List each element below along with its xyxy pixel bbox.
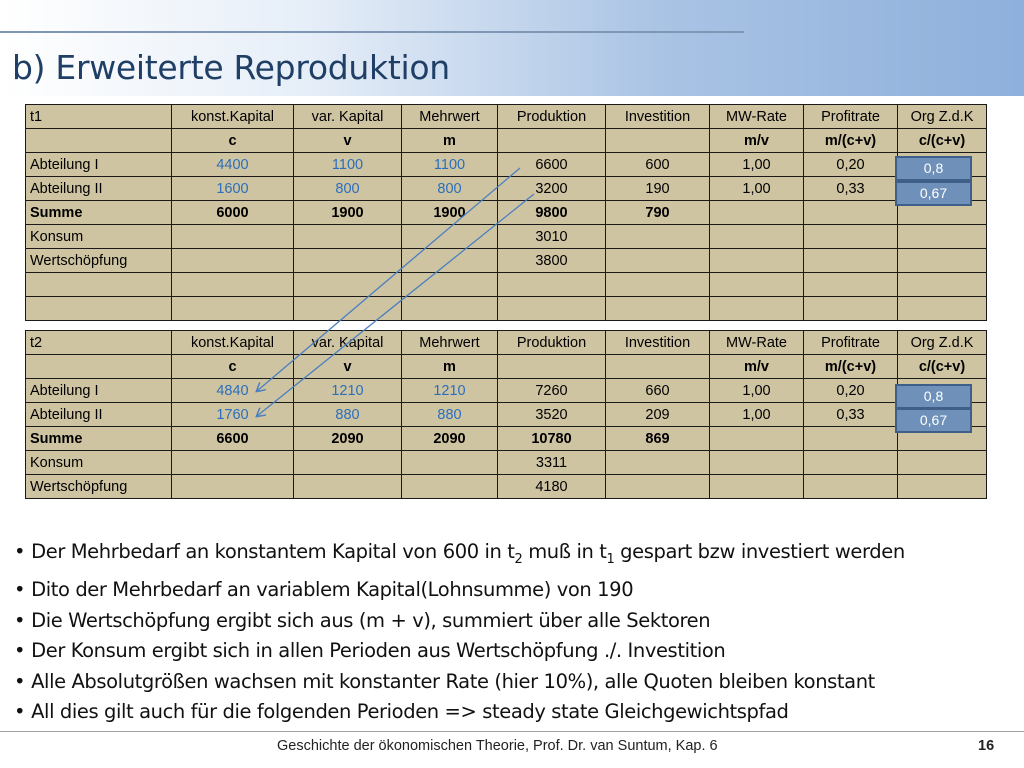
footer-text: Geschichte der ökonomischen Theorie, Prof. Dr. van Suntum, Kap. 6 [277, 738, 718, 754]
table-cell: 800 [294, 177, 402, 201]
table-cell: Abteilung I [26, 379, 172, 403]
table-cell: 600 [606, 153, 710, 177]
table-cell: Mehrwert [402, 331, 498, 355]
table-cell: t1 [26, 105, 172, 129]
table-cell: Abteilung II [26, 403, 172, 427]
table-cell: 1100 [294, 153, 402, 177]
table-cell: var. Kapital [294, 105, 402, 129]
slide-title: b) Erweiterte Reproduktion [12, 48, 450, 87]
bullet-text: Der Konsum ergibt sich in allen Perioden aus Wertschöpfung ./. Investition [31, 639, 726, 663]
table-cell: c [172, 355, 294, 379]
bullet-item [14, 575, 905, 606]
table-cell: 3311 [498, 451, 606, 475]
table-cell: Wertschöpfung [26, 475, 172, 499]
subscript: 2 [514, 551, 523, 567]
table-cell: 6600 [498, 153, 606, 177]
table-cell: 1,00 [710, 153, 804, 177]
org-ratio-box: 0,67 [895, 181, 972, 206]
bullet-text: Alle Absolutgrößen wachsen mit konstanter Rate (hier 10%), alle Quoten bleiben konstant [31, 669, 875, 693]
footer-rule [0, 731, 1024, 732]
table-cell: Abteilung II [26, 177, 172, 201]
bullet-text: Die Wertschöpfung ergibt sich aus (m + v), summiert über alle Sektoren [31, 608, 711, 632]
table-cell: 6000 [172, 201, 294, 225]
table-cell: 1100 [402, 153, 498, 177]
table-cell: 4180 [498, 475, 606, 499]
table-cell: m/(c+v) [804, 129, 898, 153]
table-cell: 7260 [498, 379, 606, 403]
table-cell: 660 [606, 379, 710, 403]
table-cell: 4840 [172, 379, 294, 403]
bullet-list [14, 537, 905, 728]
table-cell: 869 [606, 427, 710, 451]
table-cell: 1210 [294, 379, 402, 403]
bullet-text: gespart bzw investiert werden [614, 540, 905, 563]
bullet-text: Dito der Mehrbedarf an variablem Kapital(Lohnsumme) von 190 [31, 578, 634, 602]
table-cell: 1600 [172, 177, 294, 201]
bullet-item [14, 537, 905, 575]
bullet-item [14, 697, 905, 728]
table-cell: Produktion [498, 331, 606, 355]
arrow-investment-190 [257, 194, 534, 416]
table-cell: 1900 [402, 201, 498, 225]
table-cell: 880 [402, 403, 498, 427]
table-cell: 790 [606, 201, 710, 225]
table-cell: Konsum [26, 451, 172, 475]
table-cell: 3010 [498, 225, 606, 249]
table-cell: 209 [606, 403, 710, 427]
table-cell: Profitrate [804, 331, 898, 355]
table-cell: Wertschöpfung [26, 249, 172, 273]
org-ratio-box: 0,67 [895, 408, 972, 433]
table-cell: 6600 [172, 427, 294, 451]
org-ratio-box: 0,8 [895, 156, 972, 181]
org-ratio-box: 0,8 [895, 384, 972, 409]
table-cell: 0,33 [804, 177, 898, 201]
bullet-text: muß in t [522, 540, 607, 563]
table-cell: konst.Kapital [172, 105, 294, 129]
table-cell: konst.Kapital [172, 331, 294, 355]
table-cell: 1210 [402, 379, 498, 403]
table-cell: 0,20 [804, 379, 898, 403]
table-cell: 3200 [498, 177, 606, 201]
table-cell: 0,33 [804, 403, 898, 427]
table-cell: var. Kapital [294, 331, 402, 355]
table-cell: v [294, 355, 402, 379]
table-cell: 0,20 [804, 153, 898, 177]
table-cell: 2090 [294, 427, 402, 451]
table-cell: c/(c+v) [898, 129, 987, 153]
table-cell: v [294, 129, 402, 153]
table-cell: Org Z.d.K [898, 331, 987, 355]
table-cell: Mehrwert [402, 105, 498, 129]
table-cell: 2090 [402, 427, 498, 451]
table-cell: m [402, 355, 498, 379]
table-cell: MW-Rate [710, 331, 804, 355]
page-number: 16 [978, 738, 995, 754]
table-cell: m/(c+v) [804, 355, 898, 379]
bullet-item [14, 667, 905, 698]
table-cell: Investition [606, 105, 710, 129]
bullet-item [14, 636, 905, 667]
table-cell: 800 [402, 177, 498, 201]
table-cell: Investition [606, 331, 710, 355]
table-cell: MW-Rate [710, 105, 804, 129]
table-cell: Summe [26, 201, 172, 225]
table-cell: 1900 [294, 201, 402, 225]
bullet-text: All dies gilt auch für die folgenden Perioden => steady state Gleichgewichtspfad [31, 700, 789, 724]
table-cell: 4400 [172, 153, 294, 177]
table-cell: Produktion [498, 105, 606, 129]
table-cell: Org Z.d.K [898, 105, 987, 129]
table-cell: Abteilung I [26, 153, 172, 177]
table-cell: Summe [26, 427, 172, 451]
table-cell: Profitrate [804, 105, 898, 129]
table-cell: 880 [294, 403, 402, 427]
table-cell: m/v [710, 355, 804, 379]
table-cell: 1,00 [710, 379, 804, 403]
table-cell: m/v [710, 129, 804, 153]
table-cell: 1760 [172, 403, 294, 427]
table-cell: c/(c+v) [898, 355, 987, 379]
table-cell: 9800 [498, 201, 606, 225]
table-cell: 1,00 [710, 403, 804, 427]
table-cell: 190 [606, 177, 710, 201]
table-cell: 3520 [498, 403, 606, 427]
subscript: 1 [606, 551, 615, 567]
table-cell: 1,00 [710, 177, 804, 201]
table-cell: t2 [26, 331, 172, 355]
table-cell: Konsum [26, 225, 172, 249]
table-cell: c [172, 129, 294, 153]
arrow-investment-600 [257, 168, 520, 391]
bullet-text: Der Mehrbedarf an konstantem Kapital von 600 in t [31, 540, 515, 563]
table-cell: 3800 [498, 249, 606, 273]
table-cell: 10780 [498, 427, 606, 451]
table-cell: m [402, 129, 498, 153]
bullet-item [14, 606, 905, 637]
